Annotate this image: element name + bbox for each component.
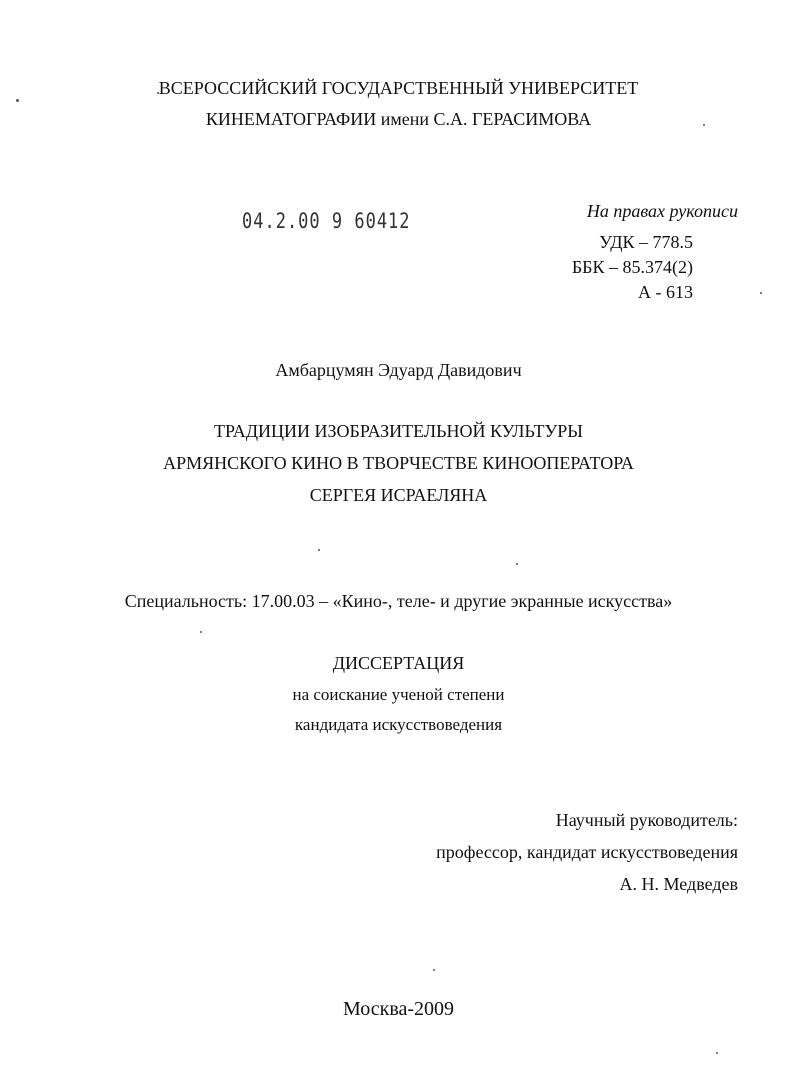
city-year: Москва-2009	[342, 998, 455, 1020]
university-name-line1: ВСЕРОССИЙСКИЙ ГОСУДАРСТВЕННЫЙ УНИВЕРСИТЕТ	[158, 78, 639, 98]
udk-code: УДК – 778.5	[599, 232, 693, 252]
author-name: Амбарцумян Эдуард Давидович	[275, 360, 522, 380]
advisor-position: профессор, кандидат искусствоведения	[436, 842, 738, 862]
scan-speck	[716, 1052, 718, 1054]
degree-line2: кандидата искусствоведения	[294, 715, 503, 734]
thesis-title-line2: АРМЯНСКОГО КИНО В ТВОРЧЕСТВЕ КИНООПЕРАТОРА	[163, 453, 634, 473]
advisor-name: А. Н. Медведев	[619, 874, 738, 894]
library-stamp: 04.2.00 9 60412	[242, 209, 411, 235]
manuscript-rights-label: На правах рукописи	[586, 201, 738, 221]
university-name-line2: КИНЕМАТОГРАФИИ имени С.А. ГЕРАСИМОВА	[205, 109, 592, 129]
thesis-title-line3: СЕРГЕЯ ИСРАЕЛЯНА	[309, 485, 488, 505]
scan-speck	[318, 549, 320, 551]
scan-speck	[516, 563, 518, 565]
author-sign-code: А - 613	[638, 282, 693, 302]
dissertation-heading: ДИССЕРТАЦИЯ	[332, 653, 465, 673]
scan-speck	[200, 631, 202, 633]
specialty: Специальность: 17.00.03 – «Кино-, теле- и другие экранные искусства»	[124, 591, 673, 611]
advisor-label: Научный руководитель:	[555, 810, 738, 830]
degree-line1: на соискание ученой степени	[292, 685, 505, 704]
scan-speck	[760, 292, 762, 294]
scan-speck	[16, 99, 19, 102]
thesis-title-line1: ТРАДИЦИИ ИЗОБРАЗИТЕЛЬНОЙ КУЛЬТУРЫ	[214, 421, 583, 441]
scan-speck	[433, 969, 435, 971]
bbk-code: ББК – 85.374(2)	[571, 257, 693, 277]
